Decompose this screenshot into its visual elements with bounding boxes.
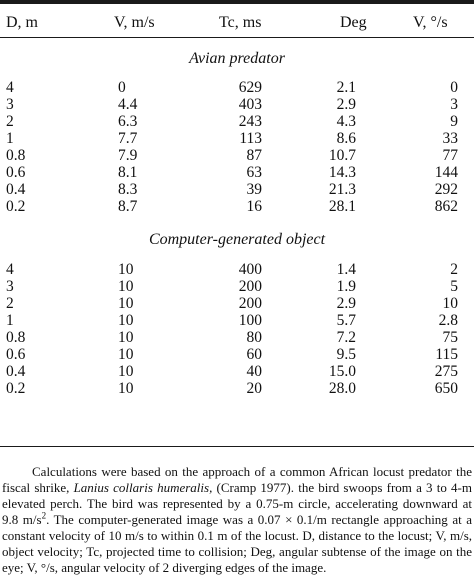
caption-species: Lanius collaris humeralis, <box>73 480 213 495</box>
table-row <box>0 165 474 181</box>
cell-time-to-collision: 60 <box>246 346 262 363</box>
cell-degrees: 28.1 <box>328 198 356 215</box>
table-top-rule <box>0 0 474 4</box>
header-degrees: Deg <box>340 14 367 31</box>
cell-degrees: 8.6 <box>336 130 356 147</box>
cell-distance: 3 <box>6 278 14 295</box>
cell-angular-velocity: 292 <box>434 181 458 198</box>
cell-angular-velocity: 33 <box>442 130 458 147</box>
cell-time-to-collision: 87 <box>246 147 262 164</box>
cell-distance: 0.8 <box>6 329 26 346</box>
cell-time-to-collision: 16 <box>246 198 262 215</box>
cell-degrees: 9.5 <box>336 346 356 363</box>
cell-distance: 0.4 <box>6 181 26 198</box>
table-header-row <box>0 14 474 36</box>
section-title-computer: Computer-generated object <box>148 231 326 248</box>
table-bottom-rule <box>0 446 474 447</box>
cell-angular-velocity: 9 <box>450 113 458 130</box>
cell-velocity: 4.4 <box>118 96 138 113</box>
cell-velocity: 10 <box>118 329 134 346</box>
cell-distance: 4 <box>6 261 14 278</box>
cell-time-to-collision: 200 <box>238 295 262 312</box>
cell-time-to-collision: 40 <box>246 363 262 380</box>
cell-velocity: 8.1 <box>118 164 138 181</box>
cell-distance: 0.8 <box>6 147 26 164</box>
cell-velocity: 10 <box>118 295 134 312</box>
cell-distance: 1 <box>6 130 14 147</box>
cell-time-to-collision: 200 <box>238 278 262 295</box>
table-row <box>0 347 474 363</box>
cell-velocity: 10 <box>118 346 134 363</box>
cell-velocity: 0 <box>118 79 126 96</box>
table-row <box>0 296 474 312</box>
cell-degrees: 4.3 <box>336 113 356 130</box>
cell-degrees: 14.3 <box>328 164 356 181</box>
cell-distance: 0.6 <box>6 346 26 363</box>
table-row <box>0 199 474 215</box>
caption-superscript: 2 <box>41 510 47 521</box>
section-title-avian: Avian predator <box>189 50 285 67</box>
cell-angular-velocity: 2 <box>450 261 458 278</box>
caption-part-1: Calculations were based on the approach of a common African locust predator the fiscal shrike, <box>2 464 472 495</box>
cell-velocity: 10 <box>118 380 134 397</box>
cell-velocity: 7.9 <box>118 147 138 164</box>
cell-velocity: 10 <box>118 363 134 380</box>
cell-time-to-collision: 400 <box>238 261 262 278</box>
cell-degrees: 2.1 <box>336 79 356 96</box>
cell-angular-velocity: 3 <box>450 96 458 113</box>
cell-degrees: 28.0 <box>328 380 356 397</box>
cell-angular-velocity: 2.8 <box>438 312 458 329</box>
table-row <box>0 262 474 278</box>
cell-angular-velocity: 144 <box>434 164 458 181</box>
cell-angular-velocity: 115 <box>435 346 458 363</box>
table-row <box>0 313 474 329</box>
caption-part-3: . The computer-generated image was a 0.07 × 0.1/m rectangle approaching at a constant velocity of 10 m/s to within 0.1 m of the locust. D, distance to the locust; V, m/s, object velocity; Tc, projected time to collision; Deg, angular subtense of the image on the eye; V, °/s, angular velocity of 2 diverging edges of the image. <box>2 512 472 575</box>
cell-degrees: 5.7 <box>336 312 356 329</box>
table-row <box>0 279 474 295</box>
cell-velocity: 8.3 <box>118 181 138 198</box>
cell-angular-velocity: 75 <box>442 329 458 346</box>
cell-time-to-collision: 63 <box>246 164 262 181</box>
cell-distance: 0.4 <box>6 363 26 380</box>
table-row <box>0 80 474 96</box>
cell-velocity: 6.3 <box>118 113 138 130</box>
header-angular-velocity: V, °/s <box>413 14 448 31</box>
cell-time-to-collision: 100 <box>238 312 262 329</box>
cell-degrees: 7.2 <box>336 329 356 346</box>
table-row <box>0 381 474 397</box>
cell-velocity: 10 <box>118 261 134 278</box>
cell-velocity: 7.7 <box>118 130 138 147</box>
header-rule <box>0 37 474 38</box>
cell-distance: 4 <box>6 79 14 96</box>
cell-angular-velocity: 862 <box>434 198 458 215</box>
cell-time-to-collision: 113 <box>239 130 262 147</box>
cell-time-to-collision: 80 <box>246 329 262 346</box>
cell-angular-velocity: 0 <box>450 79 458 96</box>
cell-degrees: 1.9 <box>336 278 356 295</box>
table-row <box>0 131 474 147</box>
table-row <box>0 330 474 346</box>
cell-angular-velocity: 77 <box>442 147 458 164</box>
cell-distance: 2 <box>6 295 14 312</box>
cell-time-to-collision: 243 <box>238 113 262 130</box>
cell-angular-velocity: 650 <box>434 380 458 397</box>
table-row <box>0 182 474 198</box>
cell-angular-velocity: 10 <box>442 295 458 312</box>
table-row <box>0 97 474 113</box>
cell-angular-velocity: 275 <box>434 363 458 380</box>
cell-distance: 2 <box>6 113 14 130</box>
cell-time-to-collision: 629 <box>238 79 262 96</box>
table-row <box>0 364 474 380</box>
header-time-to-collision: Tc, ms <box>219 14 262 31</box>
header-velocity: V, m/s <box>114 14 155 31</box>
table-row <box>0 148 474 164</box>
cell-distance: 0.2 <box>6 198 26 215</box>
cell-distance: 3 <box>6 96 14 113</box>
cell-degrees: 10.7 <box>328 147 356 164</box>
cell-degrees: 1.4 <box>336 261 356 278</box>
cell-degrees: 2.9 <box>336 96 356 113</box>
cell-distance: 1 <box>6 312 14 329</box>
cell-time-to-collision: 403 <box>238 96 262 113</box>
cell-time-to-collision: 20 <box>246 380 262 397</box>
cell-degrees: 2.9 <box>336 295 356 312</box>
cell-degrees: 15.0 <box>328 363 356 380</box>
cell-velocity: 10 <box>118 278 134 295</box>
table-caption <box>2 464 472 576</box>
cell-degrees: 21.3 <box>328 181 356 198</box>
table-row <box>0 114 474 130</box>
cell-distance: 0.2 <box>6 380 26 397</box>
cell-time-to-collision: 39 <box>246 181 262 198</box>
cell-velocity: 10 <box>118 312 134 329</box>
cell-angular-velocity: 5 <box>450 278 458 295</box>
cell-distance: 0.6 <box>6 164 26 181</box>
header-distance: D, m <box>6 14 38 31</box>
caption-part-2: (Cramp 1977). the bird swoops from a 3 to 4-m elevated perch. The bird was represented by a 0.75-m circle, accelerating downward at 9.8 m/s <box>2 480 472 527</box>
cell-velocity: 8.7 <box>118 198 138 215</box>
